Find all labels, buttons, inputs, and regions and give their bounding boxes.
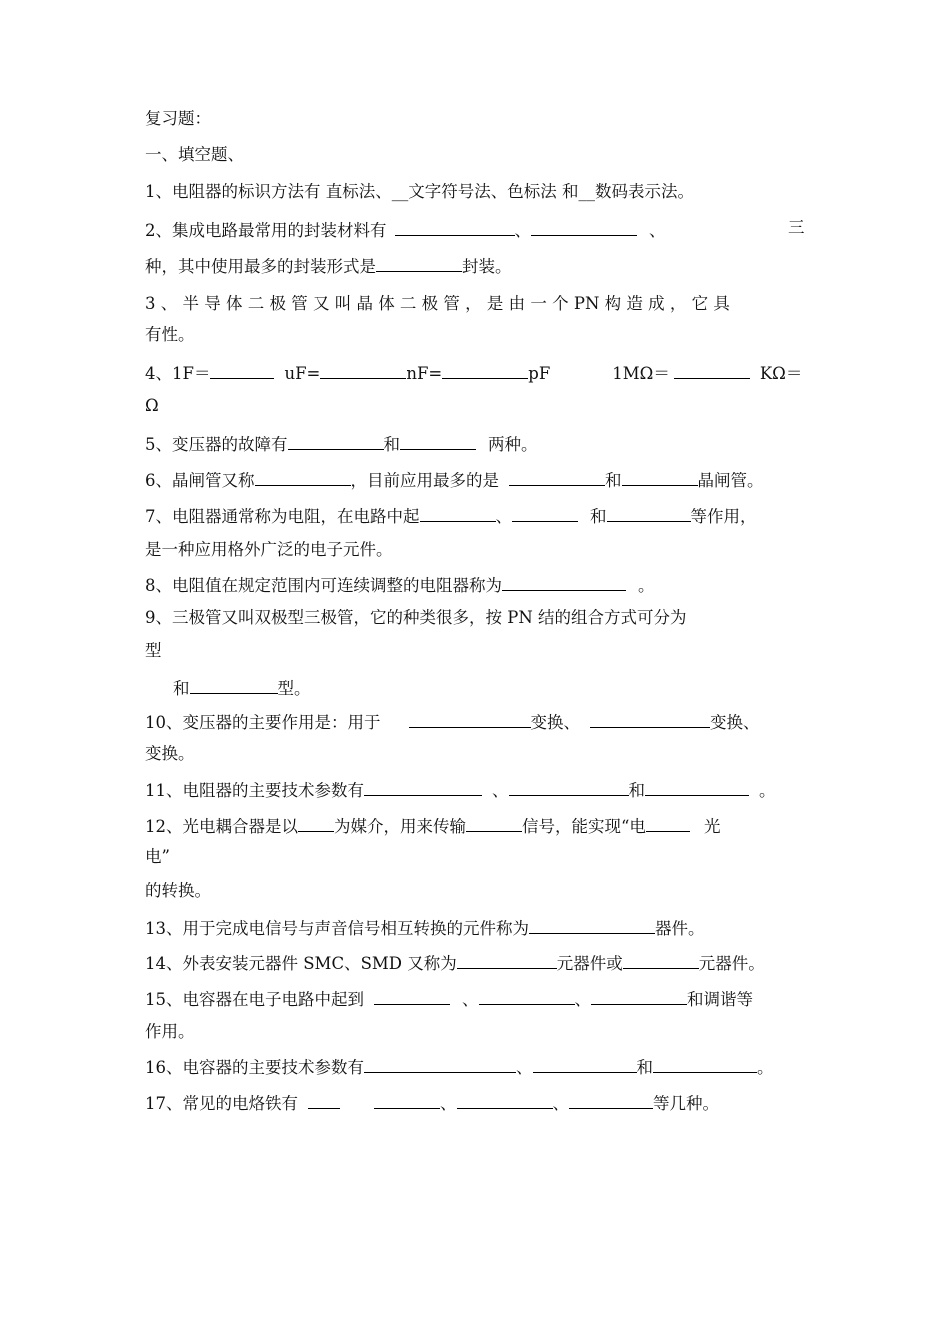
question-9-cont: 型 xyxy=(145,641,162,660)
answer-blank xyxy=(457,1091,553,1109)
answer-blank xyxy=(376,254,462,272)
answer-blank xyxy=(509,778,629,796)
q10-text: 变换、 xyxy=(530,713,580,732)
q14-text: 14、外表安装元器件 SMC、SMD 又称为 xyxy=(145,954,457,973)
question-12 xyxy=(145,814,720,837)
answer-blank xyxy=(622,468,698,486)
question-12-cont2: 的转换。 xyxy=(145,881,211,900)
answer-blank xyxy=(308,1091,340,1109)
q15-text: 、 xyxy=(574,990,591,1009)
q2-end-char: 三 xyxy=(788,218,805,237)
answer-blank xyxy=(255,468,351,486)
q12-text: 为媒介，用来传输 xyxy=(334,817,466,836)
question-9-cont2 xyxy=(173,676,311,699)
question-8 xyxy=(145,573,655,596)
question-13 xyxy=(145,916,705,939)
q11-text: 11、电阻器的主要技术参数有 xyxy=(145,781,364,800)
q15-text: 、 xyxy=(462,990,479,1009)
question-10 xyxy=(145,710,760,733)
q16-text: 、 xyxy=(516,1058,533,1077)
q17-text: 、 xyxy=(440,1094,457,1113)
answer-blank xyxy=(374,1091,440,1109)
answer-blank xyxy=(653,1055,757,1073)
question-15-cont: 作用。 xyxy=(145,1022,195,1041)
q12-text: 信号，能实现“电 xyxy=(522,817,646,836)
question-2 xyxy=(145,218,666,241)
question-2-cont xyxy=(145,254,512,277)
q15-text: 和调谐等 xyxy=(687,990,753,1009)
q17-text: 17、常见的电烙铁有 xyxy=(145,1094,298,1113)
q5-text: 5、变压器的故障有 xyxy=(145,435,288,454)
answer-blank xyxy=(479,987,575,1005)
q2-text: 封装。 xyxy=(462,257,512,276)
q2-sep: 、 xyxy=(514,221,531,240)
answer-blank xyxy=(442,361,528,379)
q15-text: 15、电容器在电子电路中起到 xyxy=(145,990,364,1009)
question-7-cont: 是一种应用格外广泛的电子元件。 xyxy=(145,540,393,559)
q16-text: 16、电容器的主要技术参数有 xyxy=(145,1058,364,1077)
question-14 xyxy=(145,951,765,974)
answer-blank xyxy=(623,951,699,969)
answer-blank xyxy=(190,676,278,694)
answer-blank xyxy=(533,1055,637,1073)
question-15 xyxy=(145,987,753,1010)
answer-blank xyxy=(457,951,557,969)
q13-text: 13、用于完成电信号与声音信号相互转换的元件称为 xyxy=(145,919,529,938)
question-3: 3 、 半 导 体 二 极 管 又 叫 晶 体 二 极 管 ， 是 由 一 个 PN 构 造 成 ， 它 具 xyxy=(145,294,730,313)
doc-title: 复习题： xyxy=(145,109,211,128)
answer-blank xyxy=(569,1091,653,1109)
q4-text: KΩ＝ xyxy=(759,364,803,383)
q6-text: 和 xyxy=(605,471,622,490)
q16-text: 和 xyxy=(636,1058,653,1077)
answer-blank xyxy=(531,218,637,236)
q2-text: 种，其中使用最多的封装形式是 xyxy=(145,257,376,276)
answer-blank xyxy=(607,504,691,522)
q17-text: 等几种。 xyxy=(653,1094,719,1113)
answer-blank xyxy=(395,218,515,236)
question-4 xyxy=(145,361,802,384)
answer-blank xyxy=(210,361,274,379)
q5-text: 两种。 xyxy=(488,435,538,454)
question-1: 1、电阻器的标识方法有 直标法、__文字符号法、色标法 和__数码表示法。 xyxy=(145,182,694,201)
q16-text: 。 xyxy=(757,1058,774,1077)
q4-text: 1MΩ＝ xyxy=(612,364,670,383)
answer-blank xyxy=(420,504,496,522)
q14-text: 元器件。 xyxy=(698,954,765,973)
answer-blank xyxy=(374,987,450,1005)
answer-blank xyxy=(509,468,605,486)
q7-text: 7、电阻器通常称为电阻，在电路中起 xyxy=(145,507,420,526)
answer-blank xyxy=(364,1055,516,1073)
answer-blank xyxy=(645,778,749,796)
q8-text: 8、电阻值在规定范围内可连续调整的电阻器称为 xyxy=(145,576,502,595)
answer-blank xyxy=(502,573,626,591)
q12-text: 光 xyxy=(703,817,721,836)
question-3-cont: 有性。 xyxy=(145,325,195,344)
q8-text: 。 xyxy=(638,576,655,595)
q2-sep: 、 xyxy=(649,221,666,240)
q7-text: 和 xyxy=(590,507,607,526)
q6-text: ，目前应用最多的是 xyxy=(350,471,499,490)
q17-text: 、 xyxy=(552,1094,569,1113)
answer-blank xyxy=(591,987,687,1005)
question-6 xyxy=(145,468,764,491)
q11-text: 、 xyxy=(492,781,509,800)
q4-text: uF= xyxy=(284,364,321,383)
q4-text: pF xyxy=(528,364,551,383)
q9-text: 型。 xyxy=(277,679,311,698)
question-7 xyxy=(145,504,757,527)
answer-blank xyxy=(298,814,334,832)
q4-text: nF= xyxy=(406,364,443,383)
q10-text: 10、变压器的主要作用是：用于 xyxy=(145,713,381,732)
q11-text: 。 xyxy=(759,781,776,800)
q2-text: 2、集成电路最常用的封装材料有 xyxy=(145,221,387,240)
q13-text: 器件。 xyxy=(655,919,705,938)
answer-blank xyxy=(674,361,750,379)
question-5 xyxy=(145,432,538,455)
answer-blank xyxy=(529,916,655,934)
q7-text: 、 xyxy=(495,507,512,526)
q6-text: 晶闸管。 xyxy=(697,471,764,490)
question-9: 9、三极管又叫双极型三极管，它的种类很多，按 PN 结的组合方式可分为 xyxy=(145,608,687,627)
answer-blank xyxy=(590,710,710,728)
q7-text: 等作用， xyxy=(690,507,757,526)
answer-blank xyxy=(512,504,578,522)
question-17 xyxy=(145,1091,719,1114)
q9-text: 和 xyxy=(173,679,190,698)
question-11 xyxy=(145,778,776,801)
section-heading: 一、填空题、 xyxy=(145,145,244,164)
question-12-cont: 电” xyxy=(145,847,170,866)
answer-blank xyxy=(320,361,406,379)
answer-blank xyxy=(646,814,690,832)
answer-blank xyxy=(364,778,482,796)
question-16 xyxy=(145,1055,774,1078)
answer-blank xyxy=(466,814,522,832)
answer-blank xyxy=(409,710,531,728)
question-10-cont: 变换。 xyxy=(145,744,195,763)
q11-text: 和 xyxy=(628,781,645,800)
question-4-cont: Ω xyxy=(145,396,159,415)
q14-text: 元器件或 xyxy=(556,954,623,973)
answer-blank xyxy=(400,432,476,450)
q12-text: 12、光电耦合器是以 xyxy=(145,817,298,836)
answer-blank xyxy=(288,432,384,450)
q10-text: 变换、 xyxy=(710,713,760,732)
q6-text: 6、晶闸管又称 xyxy=(145,471,255,490)
q4-text: 4、1F＝ xyxy=(145,364,211,383)
q5-text: 和 xyxy=(383,435,400,454)
